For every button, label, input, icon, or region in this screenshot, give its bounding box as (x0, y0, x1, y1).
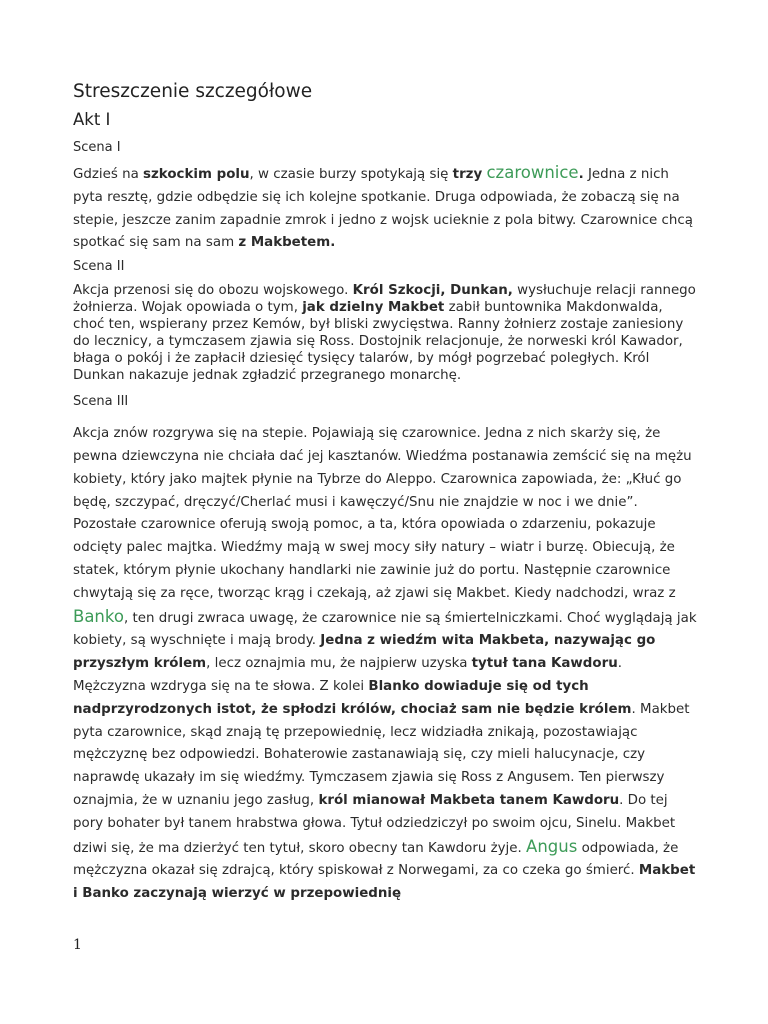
bold-run: Blanko dowiaduje się od tych nadprzyrodzonych istot, że spłodzi królów, chociaż sam nie będzie królem (73, 678, 632, 717)
text-run: Gdzieś na (73, 167, 144, 182)
text-run: , w czasie burzy spotykają się (249, 167, 453, 182)
text-run: Jedna z nich pyta resztę, gdzie odbędzie się ich kolejne spotkanie. Druga odpowiada, że zobaczą się na stepie, jeszcze zanim zapadnie zmrok i jedno z wojsk ucieknie z pola bitwy. Czarownice chcą spotkać się sam na sam (73, 167, 693, 251)
text-run: , ten drugi zwraca uwagę, że czarownice nie są śmiertelniczkami. Choć wyglądają jak kobiety, są wyschnięte i mają brody. (73, 610, 697, 649)
bold-run: jak dzielny Makbet (302, 300, 445, 316)
bold-run: trzy (452, 167, 483, 182)
bold-run: król mianował Makbeta tanem Kawdoru (318, 792, 620, 808)
text-run: . Mężczyzna wzdryga się na te słowa. Z kolei (73, 656, 622, 694)
bold-run: . (578, 167, 584, 182)
document-page (73, 80, 698, 906)
scene-3-paragraph (73, 423, 698, 906)
text-run: . Makbet pyta czarownice, skąd znają tę przepowiednię, lecz widziadła znikają, pozostawiając mężczyznę bez odpowiedzi. Bohaterowie zastanawiają się, czy mieli halucynacje, czy naprawdę ukazały im się wiedźmy. Tymczasem zjawia się Ross z Angusem. Ten pierwszy oznajmia, że w uznaniu jego zasług, (73, 701, 690, 808)
bold-run: tytuł tana Kawdoru (471, 656, 618, 672)
text-run: . Do tej pory bohater był tanem hrabstwa głowa. Tytuł odziedziczył po swoim ojcu, Sinelu. Makbet dziwi się, że ma dzierżyć ten tytuł, skoro obecny tan Kawdoru żyje. (73, 792, 676, 856)
link-banko[interactable]: Banko (73, 606, 124, 626)
act-heading: Akt I (73, 110, 111, 129)
link-czarownice[interactable]: czarownice (486, 163, 579, 182)
text-run: , lecz oznajmia mu, że najpierw uzyska (206, 656, 472, 672)
bold-run: Król Szkocji, Dunkan, (352, 283, 513, 299)
text-run: odpowiada, że mężczyzna okazał się zdrajcą, który spiskował z Norwegami, za co czeka go śmierć. (73, 840, 679, 879)
page-number: 1 (73, 937, 82, 953)
text-run: wysłuchuje relacji rannego żołnierza. Wojak opowiada o tym, (73, 283, 696, 316)
link-angus[interactable]: Angus (526, 836, 578, 856)
scene-1-paragraph (73, 162, 698, 255)
bold-run: z Makbetem. (238, 235, 336, 251)
page-title: Streszczenie szczegółowe (73, 81, 313, 102)
bold-run: Makbet i Banko zaczynają wierzyć w przepowiednię (73, 863, 696, 902)
bold-run: szkockim polu (143, 167, 250, 182)
text-run: Akcja znów rozgrywa się na stepie. Pojawiają się czarownice. Jedna z nich skarży się, że pewna dziewczyna nie chciała dać jej kasztanów. Wiedźma postanawia zemścić się na mężu kobiety, który jako majtek płynie na Tybrze do Aleppo. Czarownica zapowiada, że: „Kłuć go będę, szczypać, dręczyć/Cherlać musi i kawęczyć/Snu nie znajdzie w noc i we dnie”. Pozostałe czarownice oferują swoją pomoc, a ta, która opowiada o zdarzeniu, pokazuje odcięty palec majtka. Wiedźmy mają w swej mocy siły natury – wiatr i burzę. Obiecują, że statek, którym płynie ukochany handlarki nie zawinie już do portu. Następnie czarownice chwytają się za ręce, tworząc krąg i czekają, aż zjawi się Makbet. Kiedy nadchodzi, wraz z (73, 426, 692, 601)
scene-3-heading: Scena III (73, 394, 129, 410)
scene-2-paragraph (73, 282, 698, 384)
text-run: zabił buntownika Makdonwalda, choć ten, wspierany przez Kemów, był bliski zwycięstwa. Ranny żołnierz zostaje zaniesiony do lecznicy, a tymczasem zjawia się Ross. Dostojnik relacjonuje, że norweski król Kawador, błaga o pokój i że zapłacił dziesięć tysięcy talarów, by mógł pogrzebać poległych. Król Dunkan nakazuje jednak zgładzić przegranego monarchę. (73, 300, 684, 384)
scene-2-heading: Scena II (73, 259, 125, 275)
text-run: Akcja przenosi się do obozu wojskowego. (73, 283, 353, 299)
bold-run: Jedna z wiedźm wita Makbeta, nazywając go przyszłym królem (73, 633, 656, 672)
scene-1-heading: Scena I (73, 140, 121, 155)
